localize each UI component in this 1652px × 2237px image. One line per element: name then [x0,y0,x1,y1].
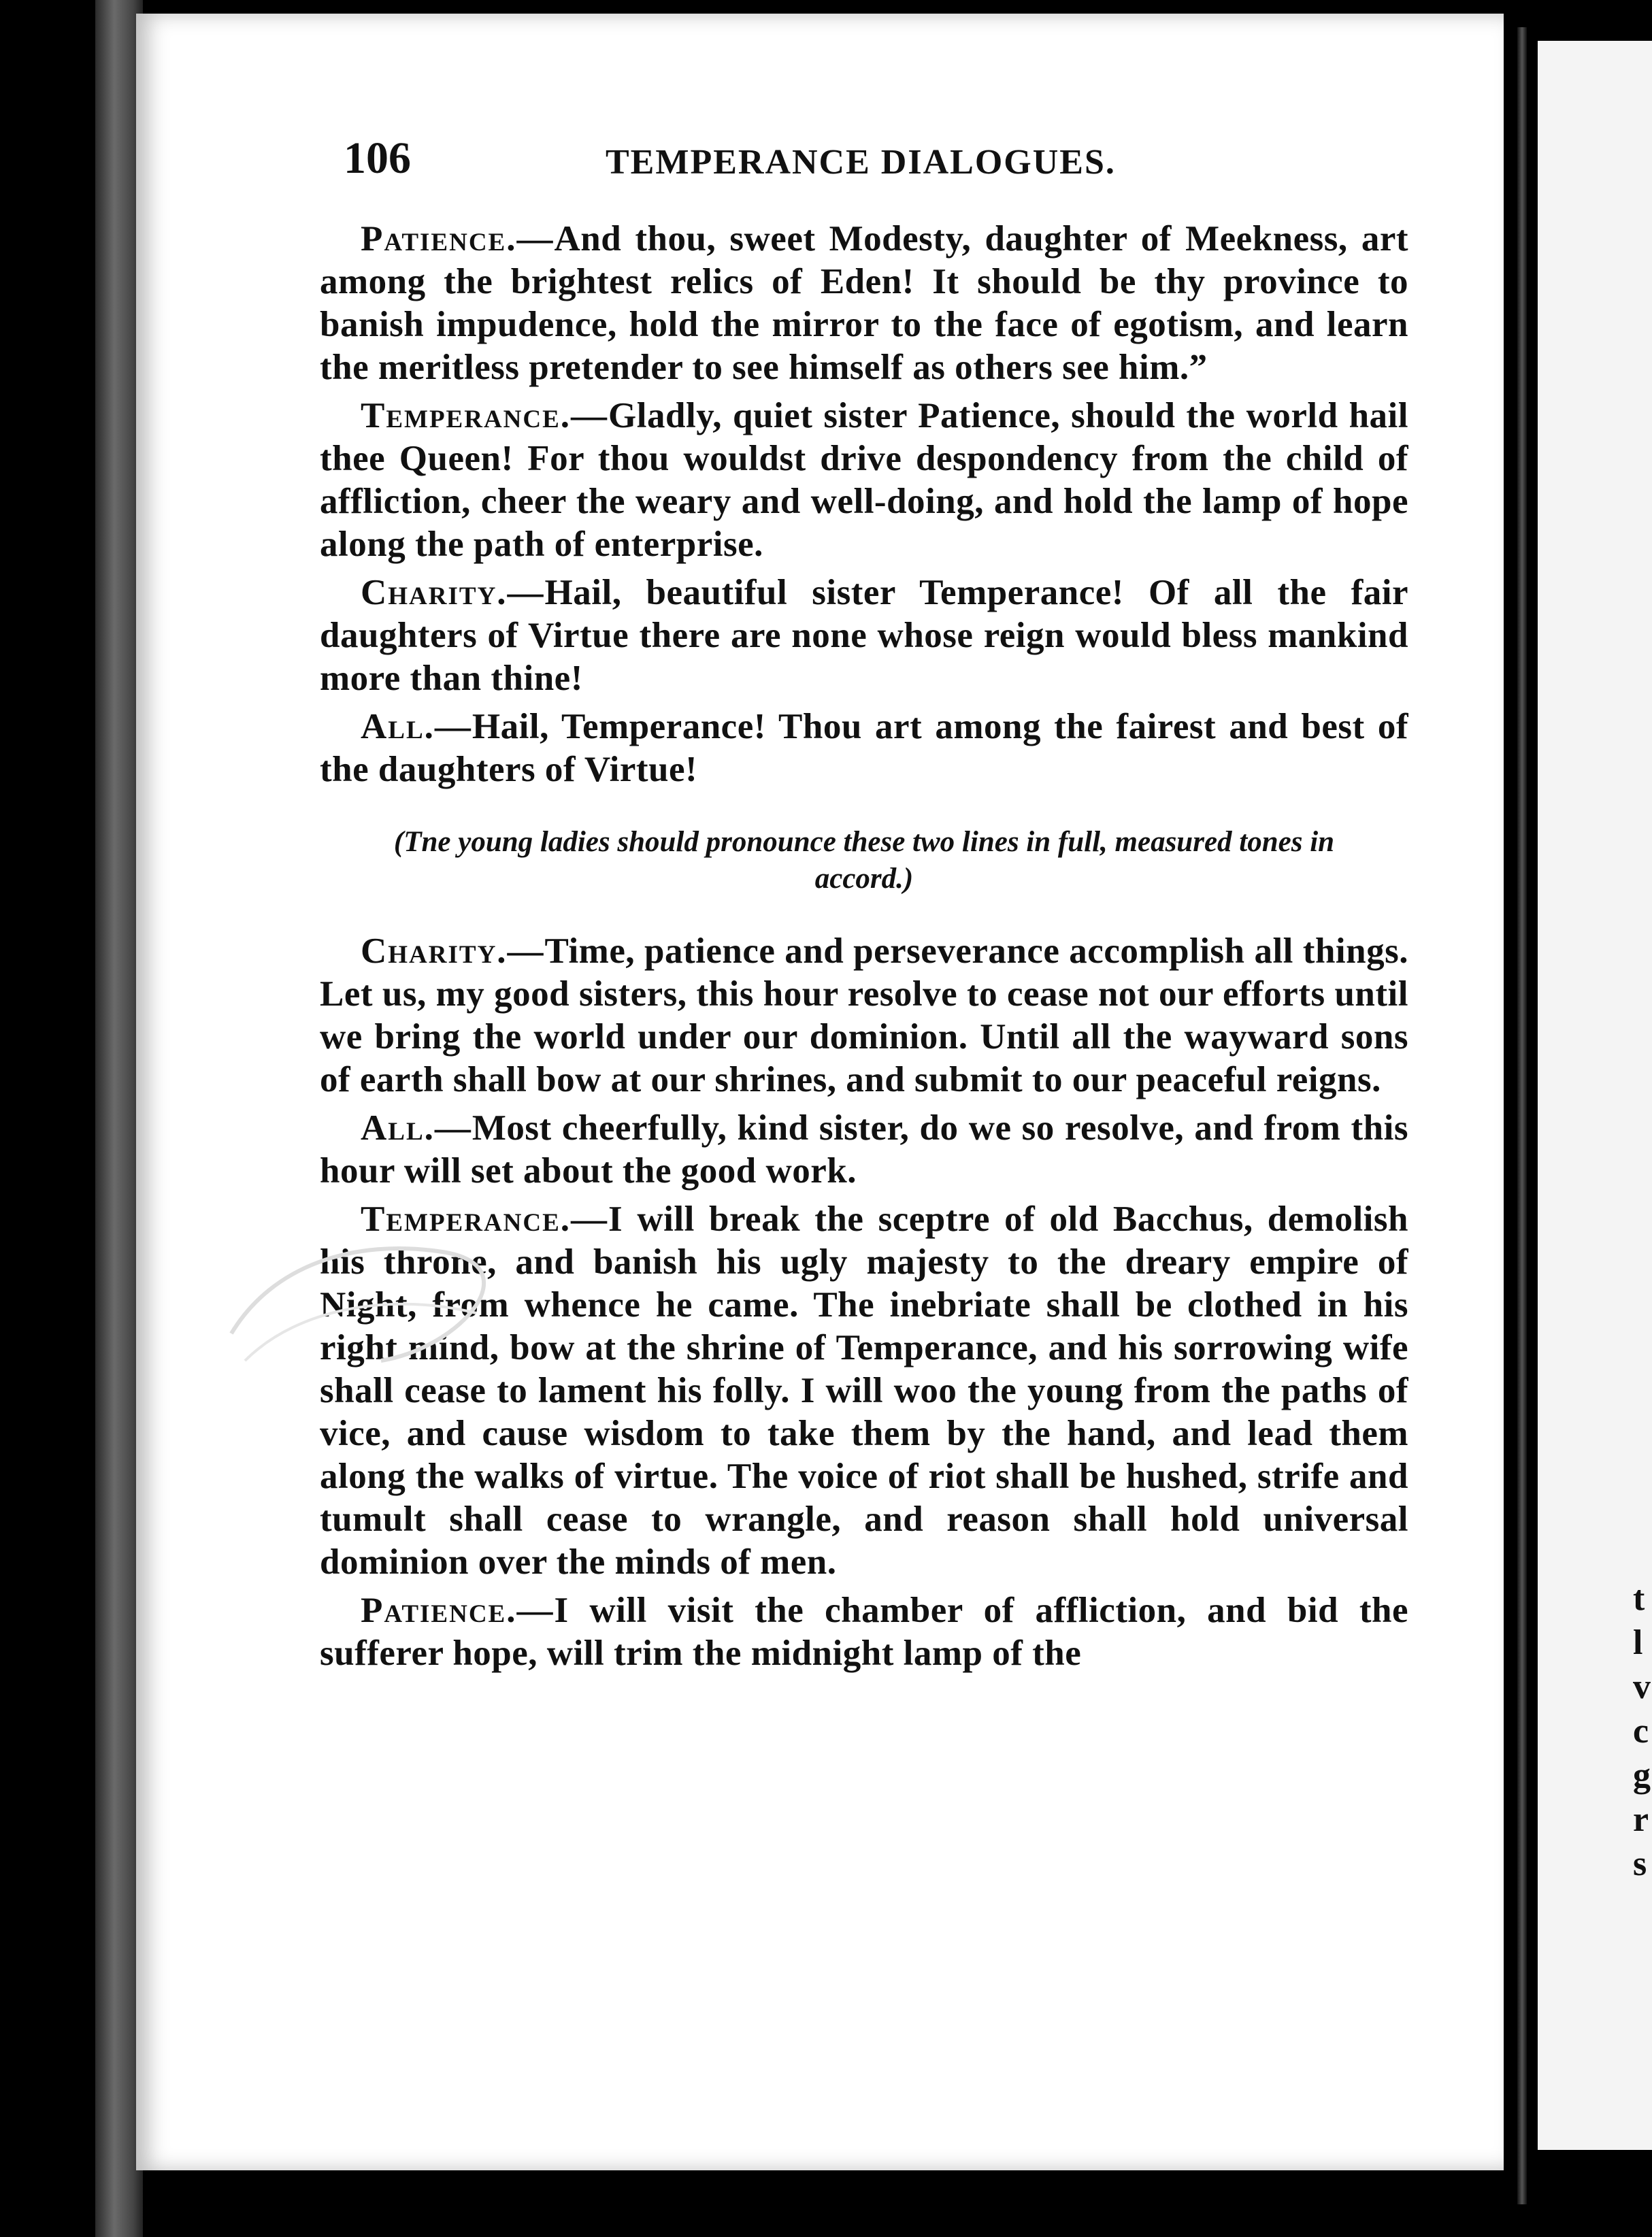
dialogue-text: I will break the sceptre of old Bacchus, demolish his throne, and banish his ugly majesty to the dreary empire of Night, from whence he came. The inebriate shall be clothed in his right mind, bow at the shrine of Temperance, and his sorrowing wife shall cease to lament his folly. I will woo the young from the paths of vice, and cause wisdom to take them by the hand, and lead them along the walks of virtue. The voice of riot shall be hushed, strife and tumult shall cease to wrangle, and reason shall hold universal dominion over the minds of men. [320,1199,1408,1582]
dialogue-paragraph [320,1107,1408,1193]
dialogue-text: Most cheerfully, kind sister, do we so resolve, and from this hour will set about the good work. [320,1108,1408,1191]
speaker-name: Charity.— [361,573,545,612]
dialogue-paragraph [320,706,1408,791]
speaker-name: Temperance.— [361,396,609,435]
facing-page-letter: g [1633,1756,1651,1795]
dialogue-paragraph [320,571,1408,700]
dialogue-paragraph [320,395,1408,566]
page-body [320,218,1408,1680]
dialogue-text: Gladly, quiet sister Patience, should the world hail thee Queen! For thou wouldst drive despondency from the child of affliction, cheer the weary and well-doing, and hold the lamp of hope along the path of enterprise. [320,396,1408,564]
facing-page-letter: l [1633,1623,1643,1662]
speaker-name: Charity.— [361,931,545,971]
dialogue-text: Time, patience and perseverance accomplish all things. Let us, my good sisters, this hour resolve to cease not our efforts until we bring the world under our dominion. Until all the wayward sons of earth shall bow at our shrines, and submit to our peaceful reigns. [320,931,1408,1099]
speaker-name: All.— [361,1108,472,1148]
speaker-name: All.— [361,707,472,746]
page-number: 106 [344,133,411,183]
page-gutter [1517,27,1527,2204]
page-header [344,133,1449,187]
dialogue-text: Hail, beautiful sister Temperance! Of all the fair daughters of Virtue there are none whose reign would bless mankind more than thine! [320,573,1408,698]
speaker-name: Patience.— [361,1591,555,1630]
facing-page-letter: c [1633,1712,1649,1751]
speaker-name: Patience.— [361,219,555,259]
stage-direction: (Tne young ladies should pronounce these two lines in full, measured tones in accord.) [393,826,1335,895]
dialogue-text: I will visit the chamber of affliction, and bid the sufferer hope, will trim the midnight lamp of the [320,1591,1408,1673]
facing-page-letter: v [1633,1668,1651,1706]
dialogue-text: And thou, sweet Modesty, daughter of Meekness, art among the brightest relics of Eden! It should be thy province to banish impudence, hold the mirror to the face of egotism, and learn the meritless pretender to see himself as others see him.” [320,219,1408,387]
dialogue-paragraph [320,1198,1408,1584]
dialogue-paragraph [320,218,1408,389]
running-head: TEMPERANCE DIALOGUES. [606,143,1116,182]
facing-page-letter: s [1633,1844,1647,1883]
dialogue-paragraph [320,1589,1408,1675]
speaker-name: Temperance.— [361,1199,609,1239]
facing-page-letter: r [1633,1800,1649,1839]
facing-page-letter: t [1633,1579,1645,1618]
dialogue-text: Hail, Temperance! Thou art among the fairest and best of the daughters of Virtue! [320,707,1408,789]
dialogue-paragraph [320,930,1408,1101]
